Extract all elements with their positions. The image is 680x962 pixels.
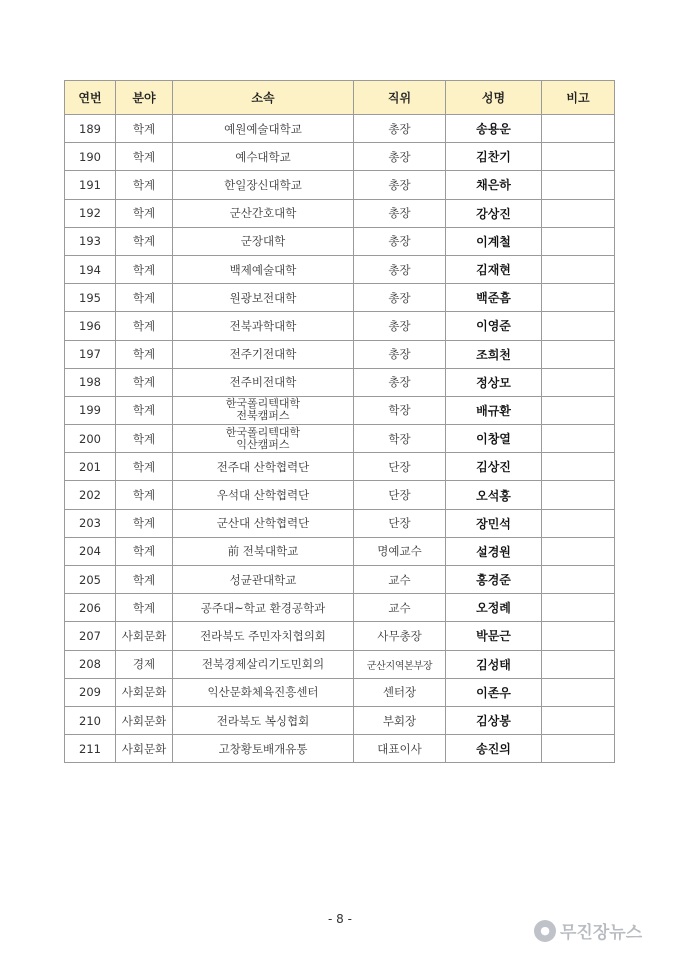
row-note (542, 368, 615, 396)
row-name: 박문근 (446, 622, 542, 650)
row-field: 학계 (116, 368, 173, 396)
row-affiliation-line2: 익산캠퍼스 (236, 437, 290, 451)
row-note (542, 453, 615, 481)
row-name: 조희천 (446, 340, 542, 368)
row-position: 총장 (354, 199, 446, 227)
row-no: 208 (65, 650, 116, 678)
table-row (65, 255, 615, 283)
row-name: 김상봉 (446, 706, 542, 734)
row-name: 설경원 (446, 537, 542, 565)
row-no: 209 (65, 678, 116, 706)
row-field: 학계 (116, 453, 173, 481)
table-row (65, 566, 615, 594)
table-row (65, 199, 615, 227)
row-note (542, 678, 615, 706)
row-note (542, 566, 615, 594)
row-note (542, 425, 615, 453)
page-number: - 8 - (328, 912, 352, 926)
header-note: 비고 (542, 81, 615, 115)
row-position: 총장 (354, 115, 446, 143)
row-affiliation: 성균관대학교 (173, 566, 354, 594)
row-name: 오석홍 (446, 481, 542, 509)
row-position: 총장 (354, 340, 446, 368)
row-name: 홍경준 (446, 566, 542, 594)
table-row (65, 227, 615, 255)
row-affiliation: 공주대~학교 환경공학과 (173, 594, 354, 622)
member-table (64, 80, 615, 763)
row-affiliation: 전라북도 복싱협회 (173, 706, 354, 734)
row-note (542, 509, 615, 537)
table-row (65, 312, 615, 340)
table-row (65, 481, 615, 509)
table-row (65, 425, 615, 453)
row-note (542, 199, 615, 227)
row-name: 송진의 (446, 735, 542, 763)
row-position: 사무총장 (354, 622, 446, 650)
row-affiliation: 한일장신대학교 (173, 171, 354, 199)
table-body (65, 115, 615, 763)
table-row (65, 594, 615, 622)
table-row (65, 735, 615, 763)
row-field: 학계 (116, 199, 173, 227)
row-no: 206 (65, 594, 116, 622)
table-row (65, 622, 615, 650)
row-name: 김찬기 (446, 143, 542, 171)
table-row (65, 368, 615, 396)
row-no: 190 (65, 143, 116, 171)
table-row (65, 115, 615, 143)
watermark (534, 918, 642, 943)
header-affiliation: 소속 (173, 81, 354, 115)
row-name: 이영준 (446, 312, 542, 340)
row-no: 202 (65, 481, 116, 509)
row-no: 200 (65, 425, 116, 453)
row-field: 사회문화 (116, 622, 173, 650)
row-affiliation: 백제예술대학 (173, 255, 354, 283)
row-no: 211 (65, 735, 116, 763)
table-row (65, 171, 615, 199)
row-position: 단장 (354, 481, 446, 509)
row-note (542, 537, 615, 565)
row-position: 총장 (354, 284, 446, 312)
row-affiliation-line2: 전북캠퍼스 (236, 409, 290, 423)
row-field: 학계 (116, 255, 173, 283)
row-note (542, 171, 615, 199)
row-name: 이창열 (446, 425, 542, 453)
news-logo-icon: ● (534, 920, 556, 942)
row-affiliation-line1: 한국폴리텍대학 (225, 397, 301, 411)
row-name: 김성태 (446, 650, 542, 678)
row-no: 194 (65, 255, 116, 283)
row-no: 195 (65, 284, 116, 312)
row-no: 210 (65, 706, 116, 734)
row-no: 198 (65, 368, 116, 396)
row-affiliation: 전주비전대학 (173, 368, 354, 396)
row-field: 사회문화 (116, 678, 173, 706)
row-field: 학계 (116, 340, 173, 368)
row-note (542, 706, 615, 734)
row-note (542, 622, 615, 650)
row-affiliation: 고창황토배개유통 (173, 735, 354, 763)
row-position: 교수 (354, 566, 446, 594)
row-no: 191 (65, 171, 116, 199)
row-position: 센터장 (354, 678, 446, 706)
row-note (542, 650, 615, 678)
row-affiliation: 우석대 산학협력단 (173, 481, 354, 509)
row-name: 이존우 (446, 678, 542, 706)
header-field: 분야 (116, 81, 173, 115)
table-row (65, 340, 615, 368)
row-position: 총장 (354, 368, 446, 396)
row-name: 이계철 (446, 227, 542, 255)
row-no: 196 (65, 312, 116, 340)
header-position: 직위 (354, 81, 446, 115)
row-field: 학계 (116, 509, 173, 537)
row-note (542, 143, 615, 171)
row-field: 학계 (116, 115, 173, 143)
row-position: 총장 (354, 171, 446, 199)
row-affiliation: 前 전북대학교 (173, 537, 354, 565)
row-note (542, 735, 615, 763)
row-position: 단장 (354, 453, 446, 481)
row-position: 총장 (354, 255, 446, 283)
row-name: 오정례 (446, 594, 542, 622)
table-row (65, 678, 615, 706)
row-affiliation: 예원예술대학교 (173, 115, 354, 143)
row-affiliation: 군산간호대학 (173, 199, 354, 227)
row-note (542, 227, 615, 255)
table-row (65, 706, 615, 734)
row-position: 부회장 (354, 706, 446, 734)
row-name: 백준흠 (446, 284, 542, 312)
row-no: 199 (65, 396, 116, 424)
row-note (542, 115, 615, 143)
row-affiliation (173, 396, 354, 424)
row-name: 배규환 (446, 396, 542, 424)
row-no: 203 (65, 509, 116, 537)
row-affiliation: 전주대 산학협력단 (173, 453, 354, 481)
row-name: 김상진 (446, 453, 542, 481)
row-field: 학계 (116, 594, 173, 622)
row-name: 장민석 (446, 509, 542, 537)
row-position: 총장 (354, 143, 446, 171)
row-no: 189 (65, 115, 116, 143)
row-field: 학계 (116, 537, 173, 565)
row-affiliation: 전북과학대학 (173, 312, 354, 340)
row-note (542, 312, 615, 340)
row-note (542, 284, 615, 312)
row-affiliation-line1: 한국폴리텍대학 (225, 425, 301, 439)
row-name: 강상진 (446, 199, 542, 227)
row-position: 대표이사 (354, 735, 446, 763)
row-position: 군산지역본부장 (354, 650, 446, 678)
row-affiliation: 전라북도 주민자치협의회 (173, 622, 354, 650)
row-position: 학장 (354, 396, 446, 424)
row-affiliation: 전북경제살리기도민회의 (173, 650, 354, 678)
row-field: 학계 (116, 425, 173, 453)
row-field: 학계 (116, 227, 173, 255)
row-position: 총장 (354, 312, 446, 340)
row-field: 학계 (116, 143, 173, 171)
table-row (65, 396, 615, 424)
row-no: 193 (65, 227, 116, 255)
row-no: 192 (65, 199, 116, 227)
row-field: 사회문화 (116, 706, 173, 734)
table-row (65, 509, 615, 537)
row-affiliation: 전주기전대학 (173, 340, 354, 368)
table-row (65, 143, 615, 171)
row-note (542, 396, 615, 424)
row-affiliation: 군산대 산학협력단 (173, 509, 354, 537)
row-no: 197 (65, 340, 116, 368)
row-position: 학장 (354, 425, 446, 453)
row-note (542, 594, 615, 622)
row-field: 학계 (116, 481, 173, 509)
row-position: 교수 (354, 594, 446, 622)
row-field: 사회문화 (116, 735, 173, 763)
row-no: 204 (65, 537, 116, 565)
row-field: 학계 (116, 284, 173, 312)
row-field: 학계 (116, 396, 173, 424)
row-affiliation: 군장대학 (173, 227, 354, 255)
row-note (542, 340, 615, 368)
table-row (65, 453, 615, 481)
row-affiliation: 익산문화체육진흥센터 (173, 678, 354, 706)
row-no: 207 (65, 622, 116, 650)
row-name: 채은하 (446, 171, 542, 199)
row-note (542, 255, 615, 283)
row-field: 학계 (116, 566, 173, 594)
table-header-row (65, 81, 615, 115)
row-affiliation: 예수대학교 (173, 143, 354, 171)
header-no: 연번 (65, 81, 116, 115)
row-affiliation (173, 425, 354, 453)
row-name: 송용운 (446, 115, 542, 143)
row-name: 정상모 (446, 368, 542, 396)
watermark-text: 무진장뉴스 (560, 923, 643, 943)
row-no: 205 (65, 566, 116, 594)
table-row (65, 284, 615, 312)
row-field: 학계 (116, 171, 173, 199)
header-name: 성명 (446, 81, 542, 115)
table-row (65, 650, 615, 678)
row-position: 명예교수 (354, 537, 446, 565)
table-row (65, 537, 615, 565)
row-affiliation: 원광보전대학 (173, 284, 354, 312)
row-name: 김재현 (446, 255, 542, 283)
row-no: 201 (65, 453, 116, 481)
row-position: 단장 (354, 509, 446, 537)
row-field: 학계 (116, 312, 173, 340)
row-position: 총장 (354, 227, 446, 255)
row-note (542, 481, 615, 509)
row-field: 경제 (116, 650, 173, 678)
